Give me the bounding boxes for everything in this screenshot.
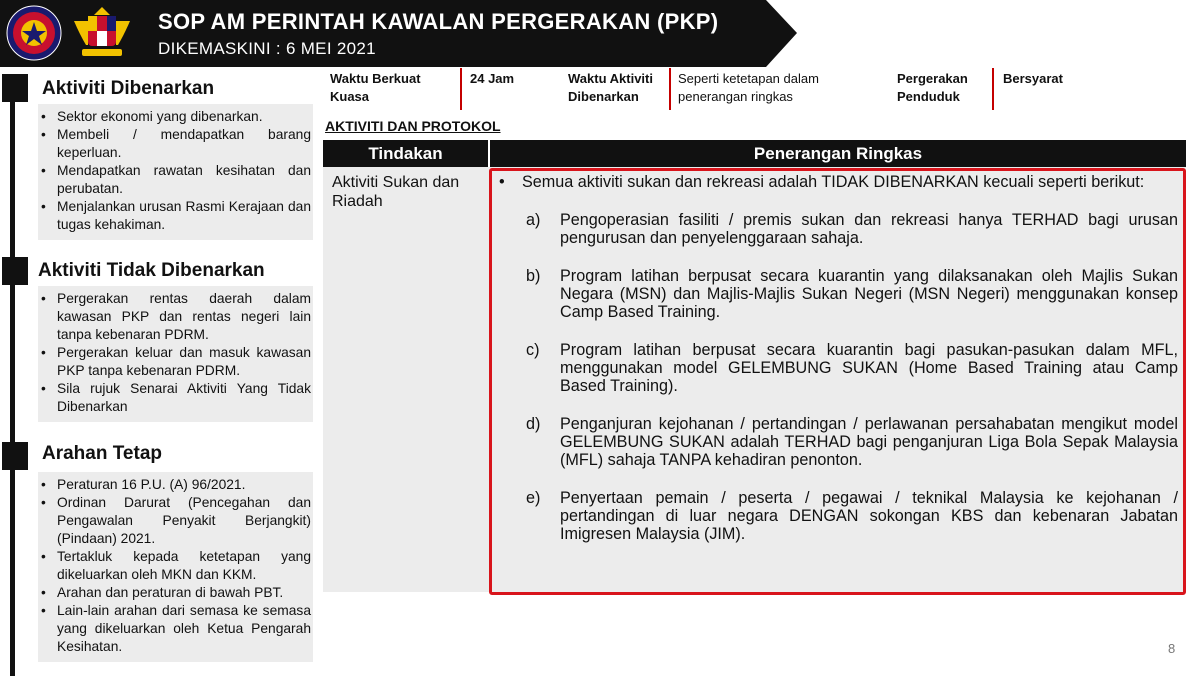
item-label: e) [526, 489, 541, 507]
list-item: • Ordinan Darurat (Pencegahan dan Pengawalan Penyakit Berjangkit) (Pindaan) 2021. [38, 494, 313, 548]
standing-orders-title: Arahan Tetap [42, 443, 163, 464]
info-separator [669, 68, 671, 110]
list-item: • Tertakluk kepada ketetapan yang dikeluarkan oleh MKN dan KKM. [38, 548, 313, 584]
list-item: • Menjalankan urusan Rasmi Kerajaan dan tugas kehakiman. [38, 198, 313, 234]
item-label: d) [526, 415, 541, 433]
timeline-marker-allowed [2, 74, 28, 102]
info-movement-label: Pergerakan Penduduk [897, 71, 968, 104]
table-cell-tindakan-bg [323, 167, 489, 592]
list-item: • Peraturan 16 P.U. (A) 96/2021. [38, 476, 313, 494]
info-separator [460, 68, 462, 110]
item-label: a) [526, 211, 541, 229]
item-text: Penganjuran kejohanan / pertandingan / perlawanan persahabatan mengikut model GELEMBUNG SUKAN adalah TERHAD bagi penganjuran Liga Bola Sepak Malaysia (MFL) sahaja TANPA kehadiran penonton. [560, 415, 1178, 469]
list-item: • Sektor ekonomi yang dibenarkan. [38, 108, 313, 126]
page-title: SOP AM PERINTAH KAWALAN PERGERAKAN (PKP) [158, 9, 719, 34]
allowed-activities-title: Aktiviti Dibenarkan [42, 78, 215, 99]
intro-text: Semua aktiviti sukan dan rekreasi adalah TIDAK DIBENARKAN kecuali seperti berikut: [522, 173, 1145, 191]
bullet-icon: • [499, 173, 505, 191]
info-separator [992, 68, 994, 110]
list-item: • Sila rujuk Senarai Aktiviti Yang Tidak Dibenarkan [38, 380, 313, 416]
info-effective-time-label: Waktu Berkuat Kuasa [330, 71, 421, 104]
list-item: • Arahan dan peraturan di bawah PBT. [38, 584, 313, 602]
not-allowed-activities-list [38, 286, 313, 422]
header-banner [0, 0, 800, 67]
item-label: b) [526, 267, 541, 285]
timeline-marker-standing [2, 442, 28, 470]
page-number: 8 [1168, 641, 1176, 656]
not-allowed-activities-title: Aktiviti Tidak Dibenarkan [38, 260, 265, 281]
item-text: Program latihan berpusat secara kuarantin bagi pasukan-pasukan dalam MFL, menggunakan model GELEMBUNG SUKAN (Home Based Training atau Camp Based Training). [560, 341, 1178, 395]
info-effective-time-value: 24 Jam [470, 71, 515, 86]
timeline-marker-not-allowed [2, 257, 28, 285]
standing-orders-list [38, 472, 313, 662]
list-item: • Membeli / mendapatkan barang keperluan. [38, 126, 313, 162]
coat-of-arms-icon [70, 5, 134, 61]
page-subtitle: DIKEMASKINI : 6 MEI 2021 [158, 39, 376, 58]
timeline-line [10, 74, 15, 676]
activities-protocol-heading: AKTIVITI DAN PROTOKOL [325, 118, 501, 134]
info-activity-time-label: Waktu Aktiviti Dibenarkan [568, 71, 653, 104]
highlight-border [489, 168, 1186, 595]
info-movement-value: Bersyarat [1003, 71, 1063, 86]
item-label: c) [526, 341, 540, 359]
list-item: • Pergerakan rentas daerah dalam kawasan PKP dan rentas negeri lain tanpa kebenaran PDRM. [38, 290, 313, 344]
info-activity-time-value: Seperti ketetapan dalam penerangan ringkas [678, 71, 819, 104]
list-item: • Mendapatkan rawatan kesihatan dan perubatan. [38, 162, 313, 198]
table-header-penerangan: Penerangan Ringkas [490, 140, 1186, 167]
table-header-tindakan: Tindakan [323, 140, 488, 167]
nsc-logo-icon [6, 5, 62, 61]
list-item: • Lain-lain arahan dari semasa ke semasa yang dikeluarkan oleh Ketua Pengarah Kesihatan. [38, 602, 313, 656]
item-text: Penyertaan pemain / peserta / pegawai / teknikal Malaysia ke kejohanan / pertandingan di luar negara DENGAN sokongan KBS dan kebenaran Jabatan Imigresen Malaysia (JIM). [560, 489, 1178, 543]
item-text: Program latihan berpusat secara kuarantin yang dilaksanakan oleh Majlis Sukan Negara (MSN) dan Majlis-Majlis Sukan Negeri (MSN Negeri) menggunakan konsep Camp Based Training. [560, 267, 1178, 321]
allowed-activities-list [38, 104, 313, 240]
item-text: Pengoperasian fasiliti / premis sukan dan rekreasi hanya TERHAD bagi urusan pengurusan dan penyelenggaraan sahaja. [560, 211, 1178, 247]
list-item: • Pergerakan keluar dan masuk kawasan PKP tanpa kebenaran PDRM. [38, 344, 313, 380]
table-cell-tindakan: Aktiviti Sukan dan Riadah [332, 174, 460, 210]
